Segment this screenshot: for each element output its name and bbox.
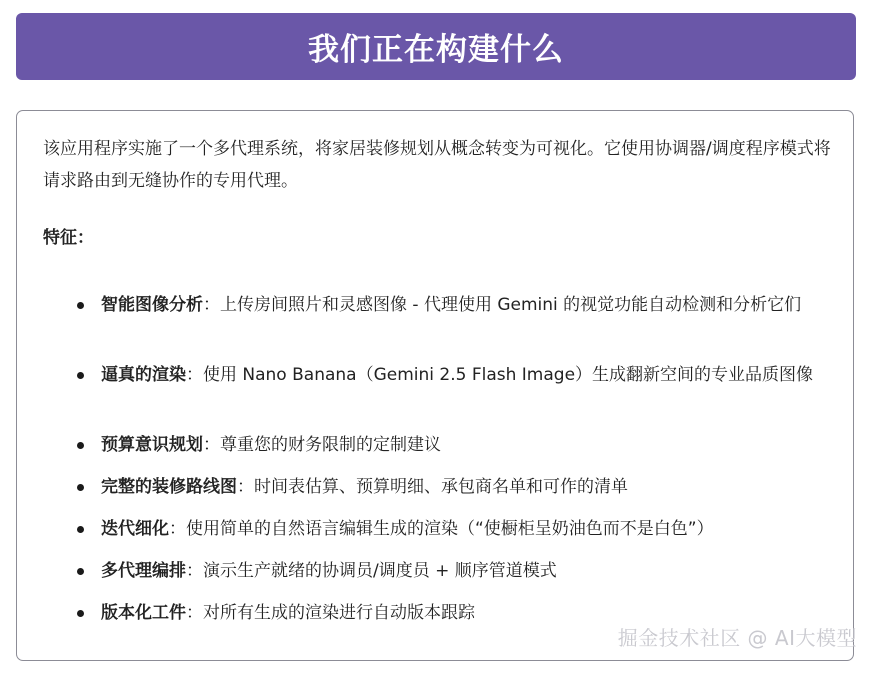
feature-text: ：时间表估算、预算明细、承包商名单和可作的清单 (237, 477, 628, 497)
bullet-icon (77, 526, 84, 533)
feature-text: ：对所有生成的渲染进行自动版本跟踪 (186, 603, 475, 623)
features-heading: 特征： (43, 228, 94, 248)
feature-label: 智能图像分析 (101, 295, 203, 315)
feature-text: ：使用简单的自然语言编辑生成的渲染（“使橱柜呈奶油色而不是白色”） (169, 519, 714, 539)
title-banner (16, 13, 856, 80)
feature-item (75, 361, 815, 419)
feature-label: 完整的装修路线图 (101, 477, 237, 497)
feature-item (75, 557, 815, 587)
bullet-icon (77, 372, 84, 379)
bullet-icon (77, 484, 84, 491)
bullet-icon (77, 568, 84, 575)
bullet-icon (77, 610, 84, 617)
feature-label: 多代理编排 (101, 561, 186, 581)
feature-label: 逼真的渲染 (101, 365, 186, 385)
feature-text: ：尊重您的财务限制的定制建议 (203, 435, 441, 455)
feature-item (75, 431, 815, 461)
feature-item (75, 515, 815, 545)
feature-label: 版本化工件 (101, 603, 186, 623)
page-title: 我们正在构建什么 (308, 32, 564, 68)
feature-text: ：演示生产就绪的协调员/调度员 + 顺序管道模式 (186, 561, 557, 581)
feature-label: 预算意识规划 (101, 435, 203, 455)
bullet-icon (77, 442, 84, 449)
feature-text: ：上传房间照片和灵感图像 - 代理使用 Gemini 的视觉功能自动检测和分析它们 (203, 295, 802, 315)
feature-label: 迭代细化 (101, 519, 169, 539)
feature-item (75, 473, 815, 503)
intro-paragraph: 该应用程序实施了一个多代理系统，将家居装修规划从概念转变为可视化。它使用协调器/调度程序模式将请求路由到无缝协作的专用代理。 (43, 139, 831, 191)
feature-item (75, 291, 815, 349)
bullet-icon (77, 302, 84, 309)
feature-text: ：使用 Nano Banana（Gemini 2.5 Flash Image）生成翻新空间的专业品质图像 (186, 365, 814, 385)
content-card (16, 110, 854, 661)
watermark: 掘金技术社区 @ AI大模型 (617, 626, 857, 650)
features-list (75, 291, 815, 629)
